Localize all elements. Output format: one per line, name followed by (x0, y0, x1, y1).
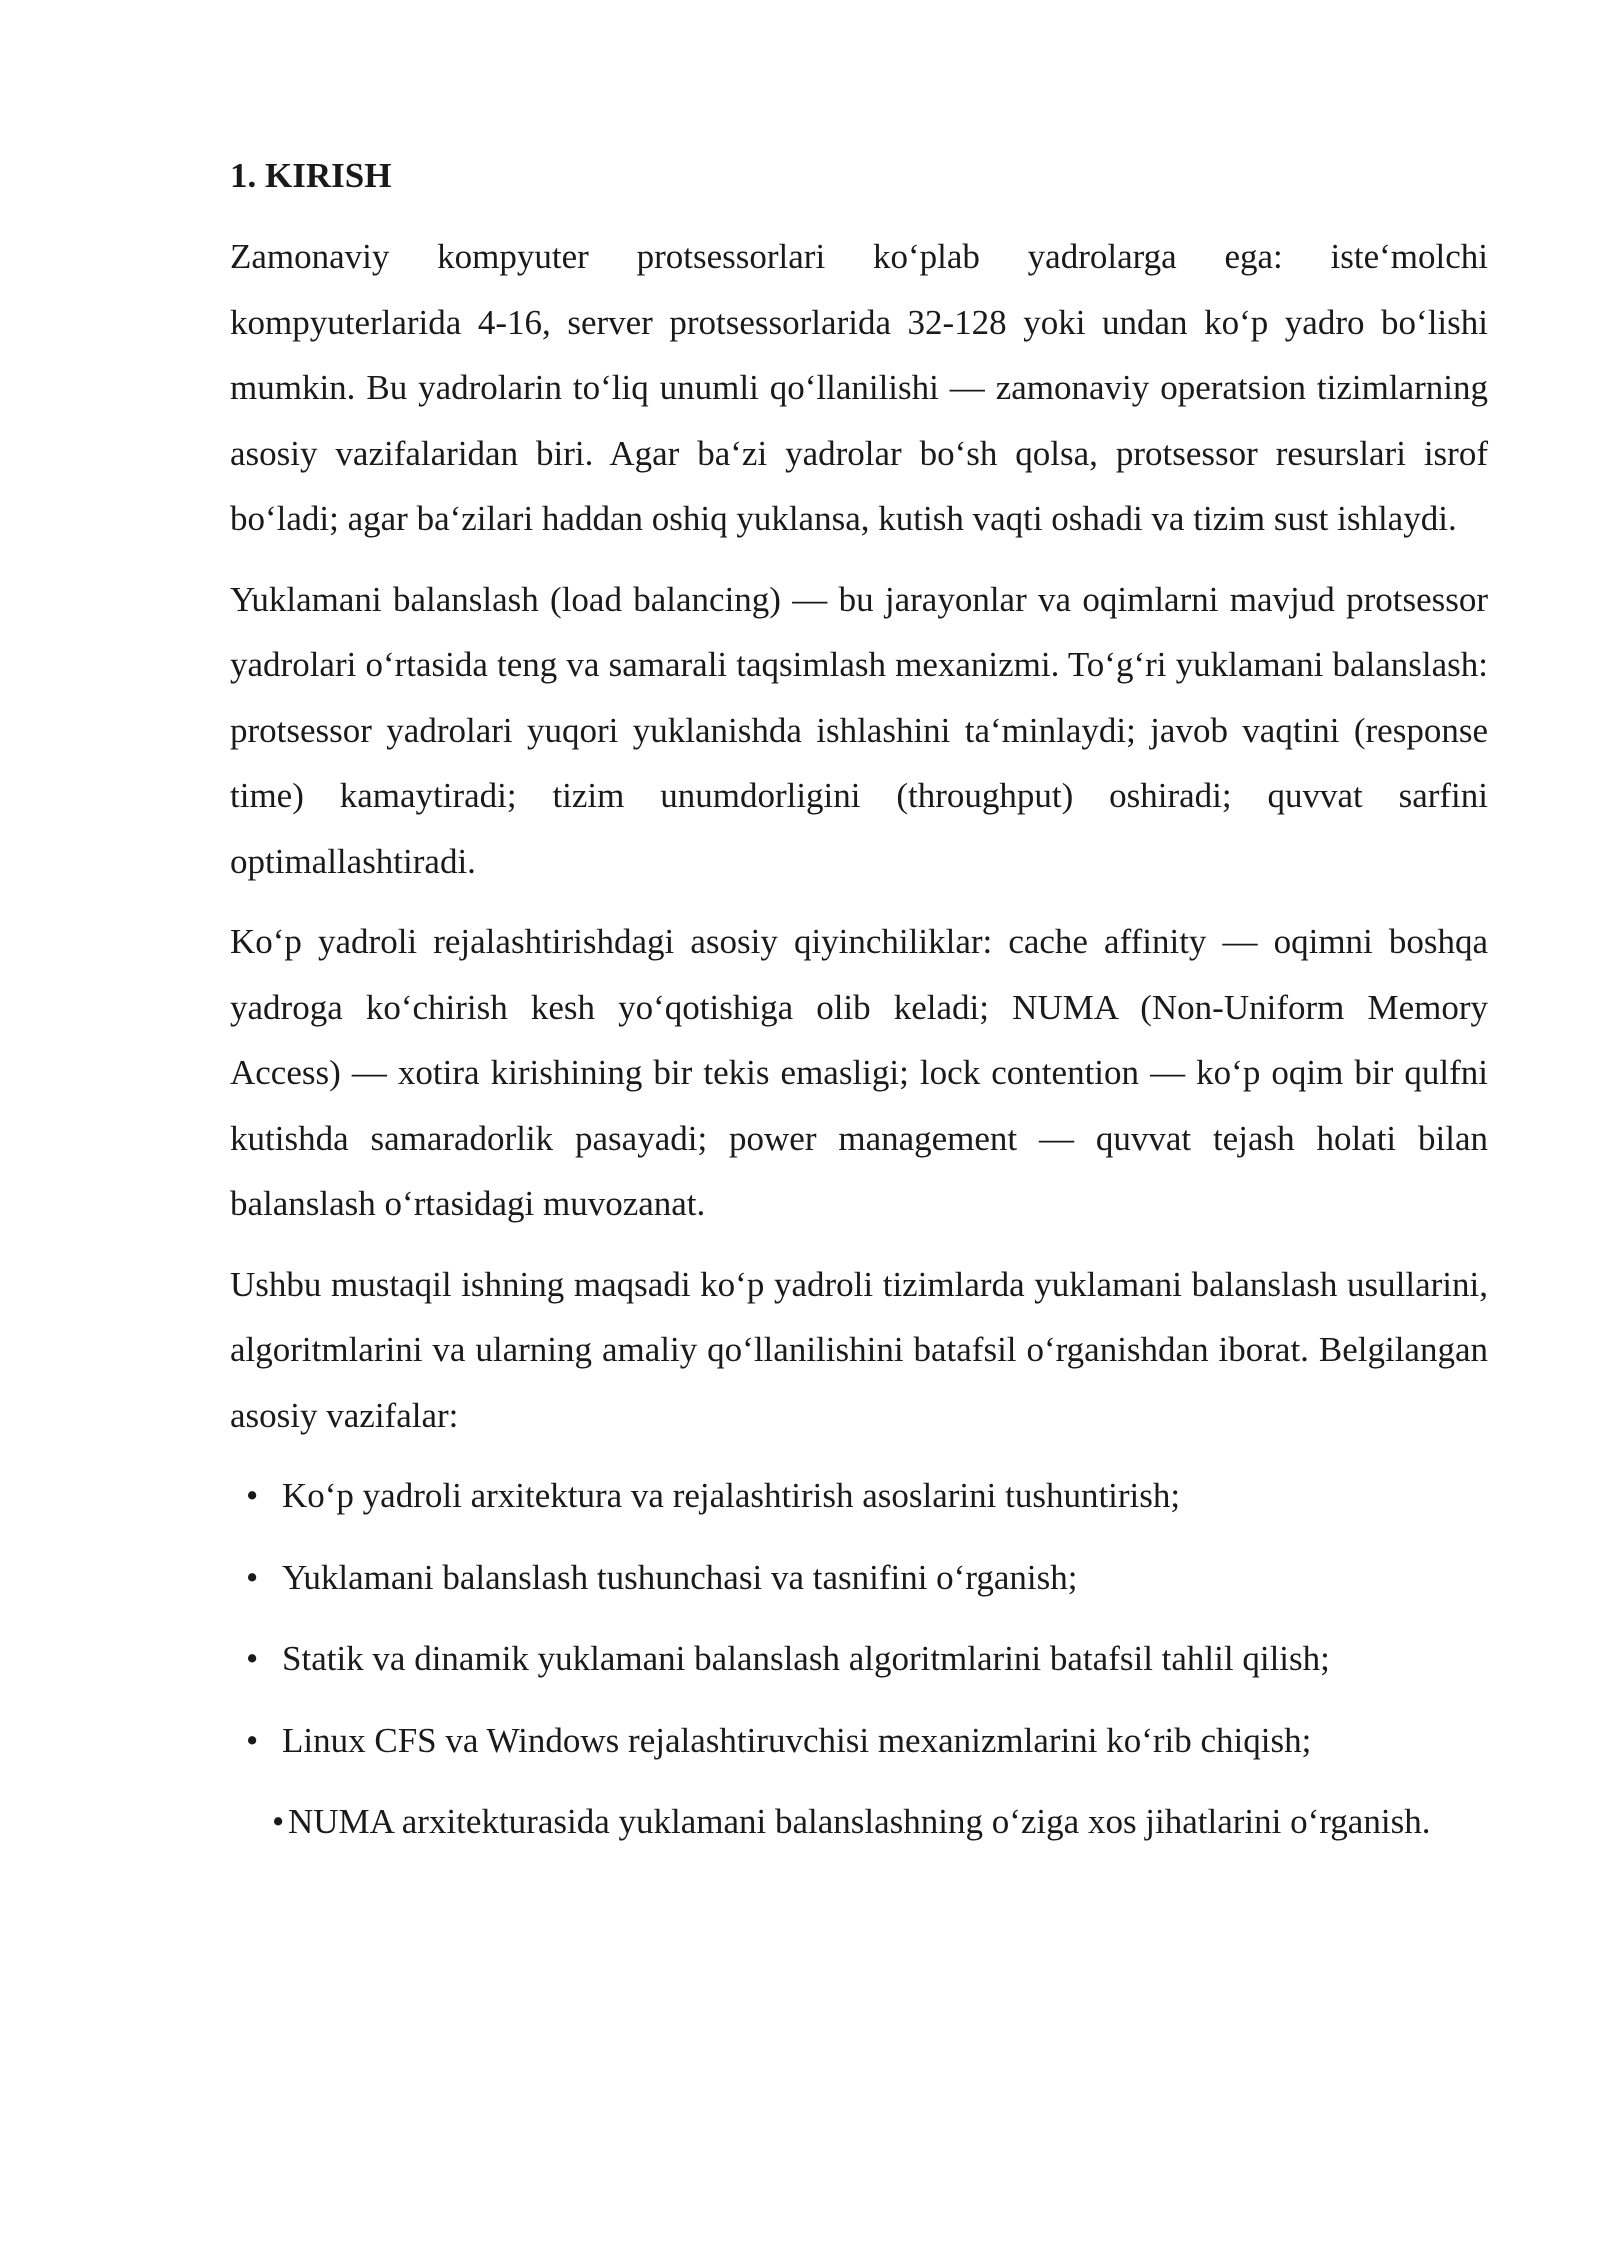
list-item-text: Statik va dinamik yuklamani balanslash algoritmlarini batafsil tahlil qilish; (282, 1639, 1330, 1678)
section-heading: 1. KIRISH (230, 156, 392, 195)
paragraph-goal: Ushbu mustaqil ishning maqsadi koʻp yadroli tizimlarda yuklamani balanslash usullarini, algoritmlarini va ularning amaliy qoʻllanilishini batafsil oʻrganishdan iborat. Belgilangan asosiy vazifalar: (230, 1264, 1488, 1435)
paragraph-load-balancing: Yuklamani balanslash (load balancing) — bu jarayonlar va oqimlarni mavjud protsessor yadrolari oʻrtasida teng va samarali taqsimlash mexanizmi. Toʻgʻri yuklamani balanslash: protsessor yadrolari yuqori yuklanishda ishlashini taʻminlaydi; javob vaqtini (response time) kamaytiradi; tizim unumdorligini (throughput) oshiradi; quvvat sarfini optimallashtiradi. (230, 579, 1488, 881)
bullet-icon: • (246, 1557, 259, 1597)
list-item (230, 1626, 1488, 1692)
list-item (230, 1708, 1488, 1774)
paragraph-challenges: Koʻp yadroli rejalashtirishdagi asosiy qiyinchiliklar: cache affinity — oqimni boshqa yadroga koʻchirish kesh yoʻqotishiga olib keladi; NUMA (Non-Uniform Memory Access) — xotira kirishining bir tekis emasligi; lock contention — koʻp oqim bir qulfni kutishda samaradorlik pasayadi; power management — quvvat tejash holati bilan balanslash oʻrtasidagi muvozanat. (230, 922, 1488, 1223)
bullet-icon: • (272, 1802, 285, 1841)
bullet-icon: • (246, 1720, 259, 1760)
list-item-text: Linux CFS va Windows rejalashtiruvchisi mexanizmlarini koʻrib chiqish; (282, 1720, 1312, 1760)
list-item (230, 1545, 1488, 1611)
list-item (230, 1463, 1488, 1529)
list-item-text: Koʻp yadroli arxitektura va rejalashtirish asoslarini tushuntirish; (282, 1476, 1181, 1515)
paragraph-intro: Zamonaviy kompyuter protsessorlari koʻplab yadrolarga ega: isteʻmolchi kompyuterlarida 4-16, server protsessorlarida 32-128 yoki undan koʻp yadro boʻlishi mumkin. Bu yadrolarin toʻliq unumli qoʻllanilishi — zamonaviy operatsion tizimlarning asosiy vazifalaridan biri. Agar baʻzi yadrolar boʻsh qolsa, protsessor resurslari isrof boʻladi; agar baʻzilari haddan oshiq yuklansa, kutish vaqti oshadi va tizim sust ishlaydi. (230, 237, 1488, 538)
task-list (230, 1463, 1488, 1773)
list-item-last (230, 1789, 1488, 1855)
bullet-icon: • (246, 1639, 259, 1678)
document-page (230, 150, 1488, 1870)
bullet-icon: • (246, 1476, 259, 1515)
list-item-text: NUMA arxitekturasida yuklamani balanslashning oʻziga xos jihatlarini oʻrganish. (288, 1802, 1431, 1841)
list-item-text: Yuklamani balanslash tushunchasi va tasnifini oʻrganish; (282, 1557, 1078, 1597)
